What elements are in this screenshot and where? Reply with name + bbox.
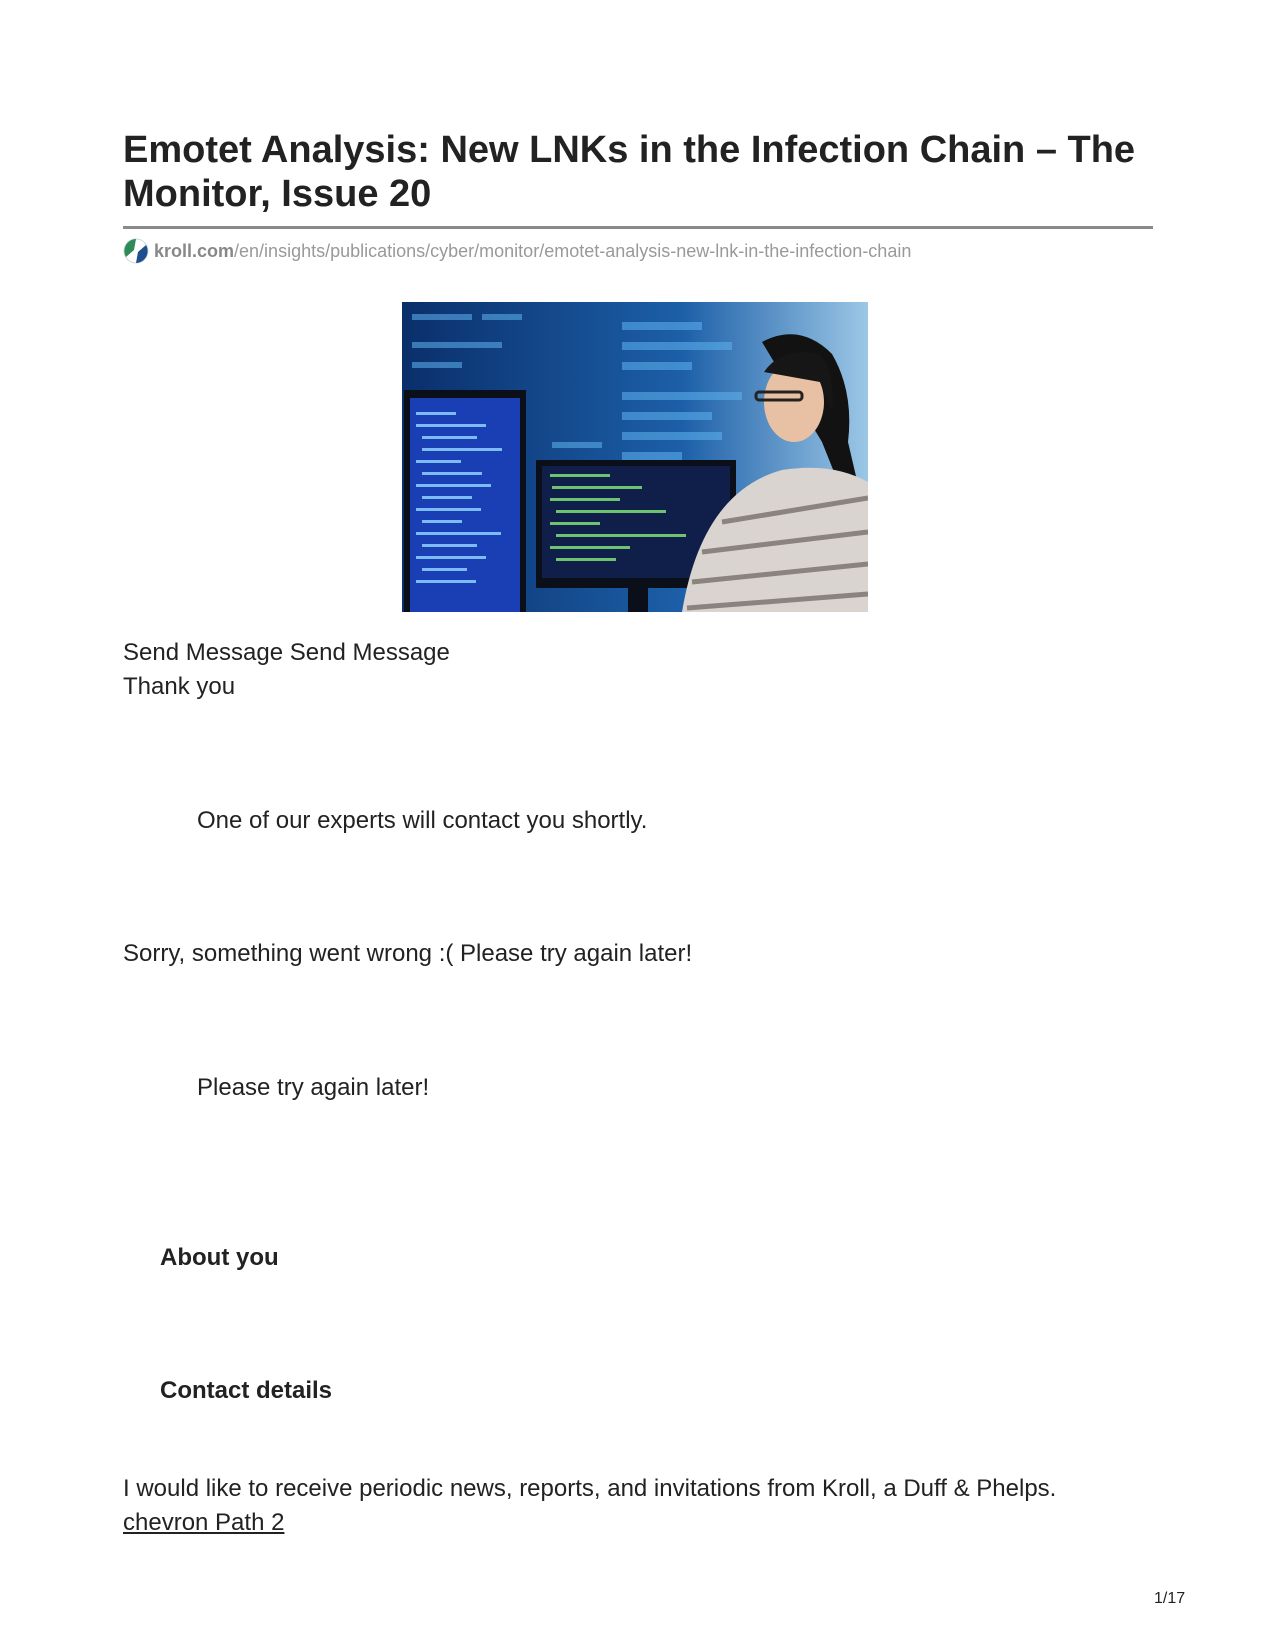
hero-image [402, 302, 868, 612]
expert-contact-text: One of our experts will contact you shortly. [197, 807, 648, 834]
error-message: Sorry, something went wrong :( Please try again later! [123, 940, 693, 967]
try-again-text: Please try again later! [197, 1074, 430, 1101]
title-divider [123, 226, 1153, 229]
source-domain[interactable]: kroll.com [154, 240, 235, 261]
kroll-logo-icon [123, 238, 149, 264]
about-you-heading: About you [160, 1244, 279, 1271]
chevron-link[interactable]: chevron Path 2 [123, 1509, 285, 1536]
article-title: Emotet Analysis: New LNKs in the Infection Chain – The Monitor, Issue 20 [123, 129, 1136, 215]
page-number: 1/17 [1154, 1590, 1186, 1607]
contact-details-heading: Contact details [160, 1377, 333, 1404]
source-path[interactable]: /en/insights/publications/cyber/monitor/emotet-analysis-new-lnk-in-the-infection-chain [234, 240, 912, 261]
thank-you-text: Thank you [123, 673, 236, 700]
send-message-text: Send Message Send Message [123, 639, 450, 666]
source-line [123, 239, 911, 263]
newsletter-consent-text: I would like to receive periodic news, reports, and invitations from Kroll, a Duff & Phelps. [123, 1475, 1057, 1502]
